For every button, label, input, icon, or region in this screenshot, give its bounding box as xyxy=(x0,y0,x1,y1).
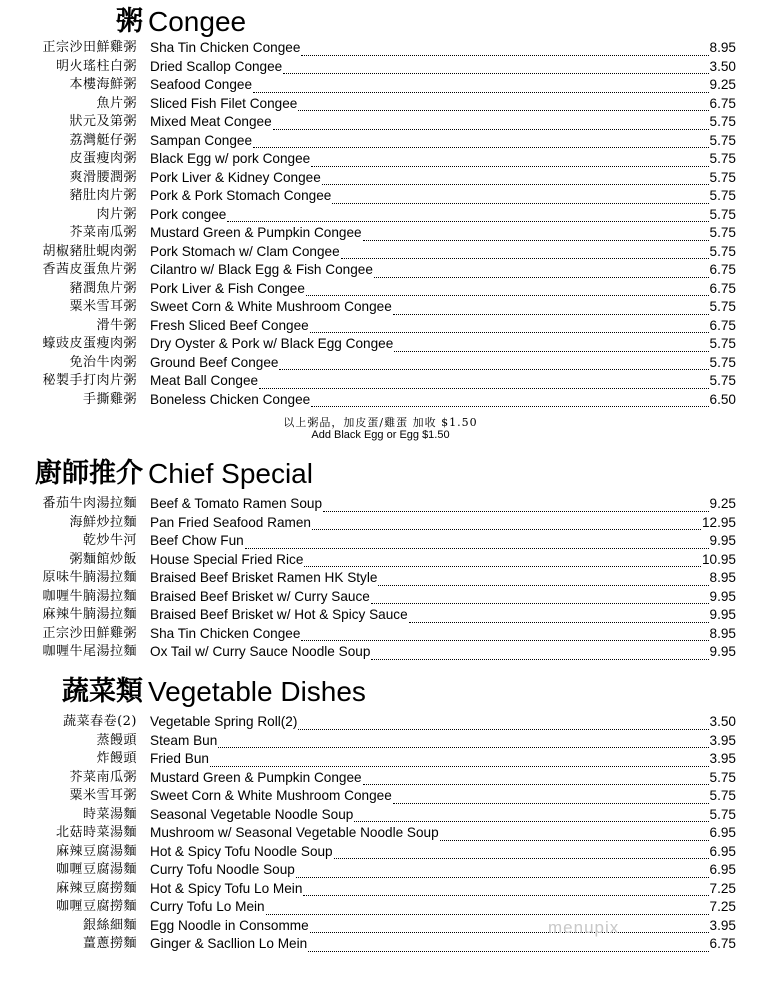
dot-leader xyxy=(273,119,709,130)
menu-item-entry xyxy=(150,514,736,533)
menu-item-name-zh: 滑牛粥 xyxy=(96,317,137,333)
menu-item-name-en: Dried Scallop Congee xyxy=(150,58,283,74)
menu-item-name-zh: 胡椒豬肚蜆肉粥 xyxy=(42,243,137,259)
dot-leader xyxy=(296,867,709,878)
menu-item-name-zh: 麻辣豆腐湯麵 xyxy=(55,843,137,859)
menu-item xyxy=(0,280,761,299)
dot-leader xyxy=(283,63,708,74)
menu-item-name-zh: 蒸饅頭 xyxy=(96,732,137,748)
veg-section xyxy=(0,672,761,953)
menu-item-entry xyxy=(150,769,736,788)
menu-item-name-zh: 粥麵館炒飯 xyxy=(69,551,137,567)
dot-leader xyxy=(409,612,709,623)
menu-item-name-zh: 麻辣豆腐撈麵 xyxy=(55,880,137,896)
menu-item-name-en: Curry Tofu Noodle Soup xyxy=(150,862,295,877)
menu-item-entry xyxy=(150,917,736,936)
menu-item-entry xyxy=(150,317,736,336)
menu-item-entry xyxy=(150,898,736,917)
menu-item-name-en: Black Egg w/ pork Congee xyxy=(150,151,311,166)
menu-item-entry xyxy=(150,880,736,899)
menu-item-price: 5.75 xyxy=(709,373,736,388)
chef-section xyxy=(0,454,761,661)
menu-item-name-zh: 荔灣艇仔粥 xyxy=(69,132,137,148)
menu-item xyxy=(0,898,761,917)
menu-item-entry xyxy=(150,169,736,188)
menu-item-entry xyxy=(150,606,736,625)
dot-leader xyxy=(308,941,708,952)
menu-item xyxy=(0,372,761,391)
dot-leader xyxy=(303,885,708,896)
dot-leader xyxy=(306,285,709,296)
menu-item xyxy=(0,76,761,95)
menu-item-price: 9.95 xyxy=(709,533,736,548)
menu-item-name-en: Beef Chow Fun xyxy=(150,533,244,548)
menu-item-price: 5.75 xyxy=(709,769,736,785)
dot-leader xyxy=(363,230,709,241)
dot-leader xyxy=(378,575,708,586)
menu-item xyxy=(0,824,761,843)
menu-item-name-zh: 炸饅頭 xyxy=(96,751,137,766)
menu-item-entry xyxy=(150,861,736,880)
menu-item-name-en: Pork & Pork Stomach Congee xyxy=(150,188,332,203)
menu-item-entry xyxy=(150,713,736,732)
menu-item-name-zh: 肉片粥 xyxy=(96,206,137,222)
menu-item-name-zh: 海鮮炒拉麵 xyxy=(69,514,137,530)
menu-item-name-en: Steam Bun xyxy=(150,732,218,748)
menu-item-name-zh: 芥菜南瓜粥 xyxy=(69,769,137,785)
menu-item-price: 9.95 xyxy=(709,588,736,604)
chef-title-en: Chief Special xyxy=(148,458,313,489)
menu-item xyxy=(0,335,761,354)
menu-item xyxy=(0,732,761,751)
menu-item-entry xyxy=(150,280,736,299)
menu-item-name-zh: 香茜皮蛋魚片粥 xyxy=(42,262,137,277)
menu-item-price: 7.25 xyxy=(709,880,736,896)
menu-item xyxy=(0,769,761,788)
dot-leader xyxy=(371,649,708,660)
menu-item-name-en: Braised Beef Brisket w/ Hot & Spicy Sauce xyxy=(150,607,408,622)
menu-item xyxy=(0,861,761,880)
menu-item-price: 6.95 xyxy=(709,862,736,877)
menu-item-entry xyxy=(150,843,736,862)
menu-item-name-zh: 北菇時菜湯麵 xyxy=(55,825,137,840)
menu-item-name-en: Dry Oyster & Pork w/ Black Egg Congee xyxy=(150,336,394,351)
menu-item-price: 5.75 xyxy=(709,169,736,185)
menu-item-name-zh: 薑蔥撈麵 xyxy=(82,936,137,951)
congee-section xyxy=(0,2,761,412)
menu-item-entry xyxy=(150,588,736,607)
menu-item xyxy=(0,532,761,551)
dot-leader xyxy=(266,904,709,915)
veg-list xyxy=(0,713,761,954)
menu-item xyxy=(0,224,761,243)
dot-leader xyxy=(218,737,708,748)
menu-item-name-en: Egg Noodle in Consomme xyxy=(150,917,309,933)
menu-item-entry xyxy=(150,224,736,243)
menu-item-entry xyxy=(150,824,736,843)
menu-item-name-en: Mushroom w/ Seasonal Vegetable Noodle Soup xyxy=(150,825,439,840)
menu-item-entry xyxy=(150,39,736,58)
menu-item-name-zh: 秘製手打肉片粥 xyxy=(42,373,137,388)
menu-item-price: 3.95 xyxy=(709,751,736,766)
menu-item xyxy=(0,495,761,514)
menu-item-entry xyxy=(150,569,736,588)
menu-item-name-en: Pork Stomach w/ Clam Congee xyxy=(150,243,340,259)
menu-item-name-en: Sampan Congee xyxy=(150,132,253,148)
menu-item-name-en: House Special Fried Rice xyxy=(150,551,304,567)
dot-leader xyxy=(227,211,708,222)
menu-item xyxy=(0,917,761,936)
menu-item xyxy=(0,243,761,262)
menu-item-name-zh: 狀元及第粥 xyxy=(69,114,137,129)
dot-leader xyxy=(301,630,708,641)
menu-item-price: 5.75 xyxy=(709,188,736,203)
menu-item-price: 5.75 xyxy=(709,354,736,370)
menu-item-price: 9.95 xyxy=(709,607,736,622)
menu-item-price: 3.50 xyxy=(709,58,736,74)
menu-item-price: 8.95 xyxy=(709,40,736,55)
dot-leader xyxy=(210,756,709,767)
menu-item-name-en: Curry Tofu Lo Mein xyxy=(150,899,265,914)
menu-item-name-en: Braised Beef Brisket w/ Curry Sauce xyxy=(150,588,370,604)
dot-leader xyxy=(253,82,708,93)
menu-item xyxy=(0,317,761,336)
menu-item-name-zh: 芥菜南瓜粥 xyxy=(69,225,137,240)
dot-leader xyxy=(310,922,709,933)
menu-item xyxy=(0,169,761,188)
menu-item-name-zh: 蔬菜春卷(2) xyxy=(63,714,137,729)
menu-item-price: 5.75 xyxy=(709,243,736,259)
dot-leader xyxy=(341,248,709,259)
menu-item-price: 6.75 xyxy=(709,262,736,277)
menu-item-entry xyxy=(150,787,736,806)
menu-item xyxy=(0,713,761,732)
menu-item-name-zh: 手撕雞粥 xyxy=(82,391,137,407)
menu-item xyxy=(0,787,761,806)
dot-leader xyxy=(311,396,708,407)
menu-item xyxy=(0,588,761,607)
menu-item xyxy=(0,935,761,954)
menu-item-entry xyxy=(150,750,736,769)
menu-item-price: 3.95 xyxy=(709,732,736,748)
menu-item-price: 5.75 xyxy=(709,225,736,240)
menu-item-name-zh: 粟米雪耳粥 xyxy=(69,788,137,803)
menu-item-name-en: Mustard Green & Pumpkin Congee xyxy=(150,769,362,785)
dot-leader xyxy=(312,519,701,530)
dot-leader xyxy=(334,848,709,859)
menu-item-entry xyxy=(150,372,736,391)
menu-item-entry xyxy=(150,732,736,751)
menu-item-price: 5.75 xyxy=(709,336,736,351)
menu-item-price: 5.75 xyxy=(709,132,736,148)
congee-note-en: Add Black Egg or Egg $1.50 xyxy=(311,429,450,441)
menu-item xyxy=(0,880,761,899)
menu-item-price: 6.75 xyxy=(709,936,736,951)
menu-item-name-en: Ginger & Sacllion Lo Mein xyxy=(150,936,308,951)
menu-item-name-en: Fresh Sliced Beef Congee xyxy=(150,317,309,333)
menu-item-name-zh: 粟米雪耳粥 xyxy=(69,299,137,314)
menu-item-name-en: Mustard Green & Pumpkin Congee xyxy=(150,225,362,240)
dot-leader xyxy=(393,304,709,315)
dot-leader xyxy=(301,45,708,56)
menu-item xyxy=(0,643,761,662)
dot-leader xyxy=(259,378,708,389)
menu-item-name-zh: 正宗沙田鮮雞粥 xyxy=(42,40,137,55)
menu-item-name-en: Cilantro w/ Black Egg & Fish Congee xyxy=(150,262,373,277)
menu-item-entry xyxy=(150,298,736,317)
menu-item-name-zh: 爽滑腰潤粥 xyxy=(69,169,137,185)
menu-item-name-en: Beef & Tomato Ramen Soup xyxy=(150,496,323,511)
chef-header xyxy=(0,454,761,494)
menu-item-price: 3.95 xyxy=(709,917,736,933)
menu-item-entry xyxy=(150,132,736,151)
dot-leader xyxy=(245,538,709,549)
dot-leader xyxy=(279,359,708,370)
menu-item-name-zh: 咖喱牛尾湯拉麵 xyxy=(42,644,137,659)
menu-item-name-zh: 咖喱牛腩湯拉麵 xyxy=(42,588,137,604)
menu-item-name-zh: 麻辣牛腩湯拉麵 xyxy=(42,607,137,622)
menu-item-price: 8.95 xyxy=(709,570,736,585)
menu-item-price: 12.95 xyxy=(701,514,736,530)
menu-item-price: 5.75 xyxy=(709,114,736,129)
menu-item xyxy=(0,261,761,280)
menu-item xyxy=(0,625,761,644)
dot-leader xyxy=(322,174,709,185)
menu-item-entry xyxy=(150,187,736,206)
dot-leader xyxy=(311,156,708,167)
congee-title-zh: 粥 xyxy=(116,6,143,37)
menu-item-name-zh: 豬肚肉片粥 xyxy=(69,188,137,203)
menu-item-name-en: Seafood Congee xyxy=(150,77,253,92)
dot-leader xyxy=(298,100,708,111)
menu-item xyxy=(0,354,761,373)
menu-item-price: 5.75 xyxy=(709,806,736,822)
menu-item xyxy=(0,95,761,114)
menu-item-name-zh: 乾炒牛河 xyxy=(82,533,137,548)
menu-item xyxy=(0,298,761,317)
menu-item-name-en: Vegetable Spring Roll(2) xyxy=(150,714,298,729)
menu-item xyxy=(0,551,761,570)
menu-item-name-en: Seasonal Vegetable Noodle Soup xyxy=(150,806,354,822)
menu-item-name-zh: 免治牛肉粥 xyxy=(69,354,137,370)
congee-note xyxy=(0,416,761,442)
menu-item-name-en: Meat Ball Congee xyxy=(150,373,259,388)
menu-item-price: 9.25 xyxy=(709,496,736,511)
menu-item-name-en: Pan Fried Seafood Ramen xyxy=(150,514,311,530)
menu-item-price: 6.50 xyxy=(709,391,736,407)
menu-item xyxy=(0,843,761,862)
dot-leader xyxy=(374,267,709,278)
menu-item-entry xyxy=(150,335,736,354)
congee-header xyxy=(0,2,761,42)
menu-item-price: 6.75 xyxy=(709,317,736,333)
menu-item-entry xyxy=(150,150,736,169)
congee-title-en: Congee xyxy=(148,6,247,37)
menu-item-name-en: Braised Beef Brisket Ramen HK Style xyxy=(150,570,378,585)
menu-item-price: 5.75 xyxy=(709,788,736,803)
menu-item-entry xyxy=(150,76,736,95)
menu-item xyxy=(0,58,761,77)
menu-item-name-en: Sha Tin Chicken Congee xyxy=(150,40,301,55)
menu-item xyxy=(0,113,761,132)
menu-item xyxy=(0,187,761,206)
veg-title-zh: 蔬菜類 xyxy=(62,676,143,707)
dot-leader xyxy=(354,811,708,822)
menu-item-entry xyxy=(150,806,736,825)
menu-item-name-zh: 明火瑤柱白粥 xyxy=(55,58,137,74)
menu-item-entry xyxy=(150,243,736,262)
menu-item-name-zh: 原味牛腩湯拉麵 xyxy=(42,570,137,585)
menu-item xyxy=(0,514,761,533)
menu-item-entry xyxy=(150,391,736,410)
menu-item-name-en: Pork Liver & Kidney Congee xyxy=(150,169,321,185)
veg-header xyxy=(0,672,761,712)
menu-item-entry xyxy=(150,625,736,644)
menu-item-price: 6.95 xyxy=(709,843,736,859)
menu-item-price: 5.75 xyxy=(709,206,736,222)
watermark: menupix xyxy=(548,918,620,937)
menu-item-entry xyxy=(150,95,736,114)
menu-item-name-zh: 正宗沙田鮮雞粥 xyxy=(42,625,137,641)
menu-item-price: 6.75 xyxy=(709,280,736,296)
menu-item-name-zh: 蠔豉皮蛋瘦肉粥 xyxy=(42,336,137,351)
menu-item-entry xyxy=(150,935,736,954)
menu-item xyxy=(0,132,761,151)
menu-item xyxy=(0,606,761,625)
menu-item-name-en: Pork Liver & Fish Congee xyxy=(150,280,305,296)
dot-leader xyxy=(363,774,709,785)
congee-note-zh: 以上粥品，加皮蛋/雞蛋 加收 $1.50 xyxy=(283,416,478,429)
menu-item-name-zh: 銀絲細麵 xyxy=(82,917,137,933)
menu-item-name-zh: 本樓海鮮粥 xyxy=(69,77,137,92)
menu-item-name-zh: 豬潤魚片粥 xyxy=(69,280,137,296)
menu-item-entry xyxy=(150,113,736,132)
menu-item-price: 9.95 xyxy=(709,644,736,659)
menu-item xyxy=(0,750,761,769)
dot-leader xyxy=(394,341,708,352)
menu-item-name-zh: 咖喱豆腐撈麵 xyxy=(55,899,137,914)
menu-item-name-en: Ox Tail w/ Curry Sauce Noodle Soup xyxy=(150,644,371,659)
menu-item-name-en: Pork congee xyxy=(150,206,227,222)
menu-item xyxy=(0,150,761,169)
menu-item-price: 5.75 xyxy=(709,151,736,166)
menu-item-name-en: Hot & Spicy Tofu Lo Mein xyxy=(150,880,303,896)
menu-item xyxy=(0,391,761,410)
menu-item-price: 9.25 xyxy=(709,77,736,92)
dot-leader xyxy=(440,830,709,841)
menu-item xyxy=(0,39,761,58)
menu-item-name-en: Boneless Chicken Congee xyxy=(150,391,311,407)
menu-item xyxy=(0,806,761,825)
dot-leader xyxy=(310,322,709,333)
menu-item-name-zh: 魚片粥 xyxy=(96,95,137,111)
menu-item-name-zh: 咖喱豆腐湯麵 xyxy=(55,862,137,877)
menu-item-name-en: Ground Beef Congee xyxy=(150,354,279,370)
menu-item-name-en: Fried Bun xyxy=(150,751,209,766)
dot-leader xyxy=(253,137,709,148)
menu-item-entry xyxy=(150,261,736,280)
chef-list xyxy=(0,495,761,662)
menu-item-price: 8.95 xyxy=(709,625,736,641)
menu-item-price: 3.50 xyxy=(709,714,736,729)
menu-item xyxy=(0,569,761,588)
menu-item-name-zh: 時菜湯麵 xyxy=(82,806,137,822)
menu-item-price: 10.95 xyxy=(701,551,736,567)
menu-item-price: 5.75 xyxy=(709,299,736,314)
menu-item-name-en: Sweet Corn & White Mushroom Congee xyxy=(150,299,392,314)
menu-item-entry xyxy=(150,532,736,551)
menu-item-entry xyxy=(150,643,736,662)
menu-item-price: 6.95 xyxy=(709,825,736,840)
chef-title-zh: 廚師推介 xyxy=(35,458,143,489)
menu-item-name-en: Sweet Corn & White Mushroom Congee xyxy=(150,788,392,803)
menu-item-name-zh: 番茄牛肉湯拉麵 xyxy=(42,496,137,511)
menu-item-entry xyxy=(150,551,736,570)
dot-leader xyxy=(393,793,709,804)
menu-item-name-en: Sha Tin Chicken Congee xyxy=(150,625,301,641)
menu-item-price: 7.25 xyxy=(709,899,736,914)
menu-item-entry xyxy=(150,495,736,514)
menu-item-price: 6.75 xyxy=(709,95,736,111)
menu-item-name-en: Sliced Fish Filet Congee xyxy=(150,95,298,111)
menu-item-entry xyxy=(150,58,736,77)
menu-item xyxy=(0,206,761,225)
dot-leader xyxy=(298,719,708,730)
menu-item-name-en: Mixed Meat Congee xyxy=(150,114,272,129)
dot-leader xyxy=(371,593,709,604)
menu-item-entry xyxy=(150,206,736,225)
dot-leader xyxy=(323,501,708,512)
dot-leader xyxy=(304,556,701,567)
dot-leader xyxy=(332,193,708,204)
veg-title-en: Vegetable Dishes xyxy=(148,676,366,707)
menu-item-name-zh: 皮蛋瘦肉粥 xyxy=(69,151,137,166)
menu-item-name-en: Hot & Spicy Tofu Noodle Soup xyxy=(150,843,333,859)
congee-list xyxy=(0,39,761,409)
menu-item-entry xyxy=(150,354,736,373)
